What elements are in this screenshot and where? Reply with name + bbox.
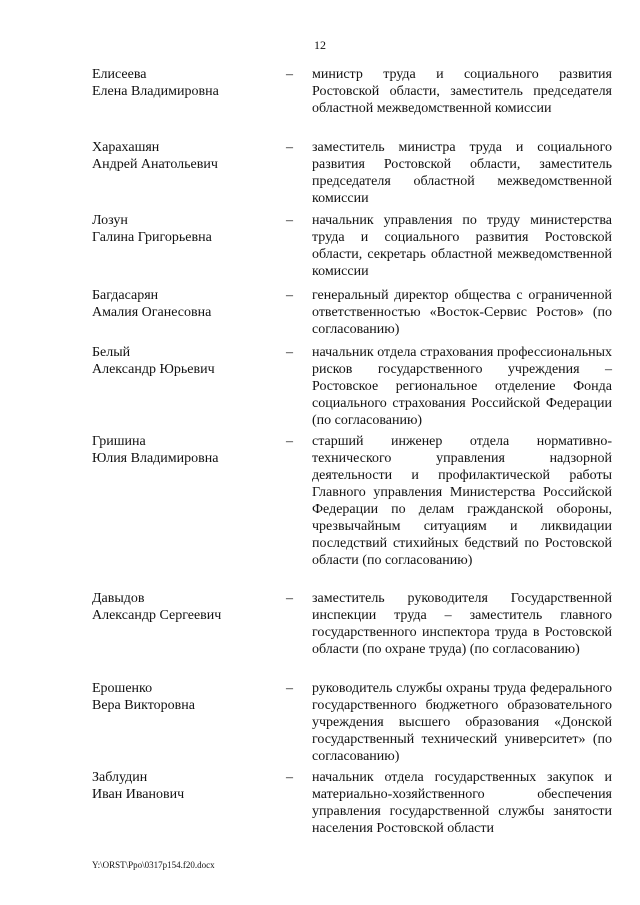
file-path-footer: Y:\ORST\Ppo\0317p154.f20.docx <box>92 860 215 870</box>
member-role: заместитель руководителя Государственной инспекции труда – заместитель главного государственного инспектора труда в Ростовской области (по охране труда) (по согласованию) <box>312 591 612 657</box>
member-surname: Лозун <box>92 213 128 228</box>
member-role: начальник отдела государственных закупок и материально-хозяйственного обеспечения управления государственной службы занятости населения Ростовской области <box>312 770 612 836</box>
member-given-name: Александр Сергеевич <box>92 608 222 623</box>
member-name <box>92 680 277 714</box>
member-name <box>92 287 277 321</box>
member-role: начальник отдела страхования профессиональных рисков государственного учреждения – Ростовское региональное отделение Фонда социального страхования Российской Федерации (по согласованию) <box>312 345 612 428</box>
dash-separator: – <box>286 770 293 785</box>
member-given-name: Елена Владимировна <box>92 84 219 99</box>
dash-separator: – <box>286 434 293 449</box>
member-surname: Елисеева <box>92 67 147 82</box>
dash-separator: – <box>286 345 293 360</box>
page-number: 12 <box>314 38 326 52</box>
member-name <box>92 433 277 467</box>
member-surname: Давыдов <box>92 591 145 606</box>
member-surname: Харахашян <box>92 140 160 155</box>
member-given-name: Вера Викторовна <box>92 698 195 713</box>
member-given-name: Амалия Оганесовна <box>92 305 212 320</box>
member-name <box>92 590 277 624</box>
member-name <box>92 66 277 100</box>
member-given-name: Юлия Владимировна <box>92 451 219 466</box>
dash-separator: – <box>286 288 293 303</box>
member-name <box>92 344 277 378</box>
member-surname: Заблудин <box>92 770 148 785</box>
member-given-name: Галина Григорьевна <box>92 230 212 245</box>
dash-separator: – <box>286 140 293 155</box>
member-surname: Ерошенко <box>92 681 153 696</box>
member-surname: Белый <box>92 345 131 360</box>
member-name <box>92 139 277 173</box>
member-given-name: Иван Иванович <box>92 787 185 802</box>
member-given-name: Александр Юрьевич <box>92 362 215 377</box>
member-role: начальник управления по труду министерства труда и социального развития Ростовской области, секретарь областной межведомственной комиссии <box>312 213 612 279</box>
dash-separator: – <box>286 681 293 696</box>
member-surname: Багдасарян <box>92 288 159 303</box>
member-given-name: Андрей Анатольевич <box>92 157 218 172</box>
member-surname: Гришина <box>92 434 146 449</box>
member-role: руководитель службы охраны труда федерального государственного бюджетного образовательного учреждения высшего образования «Донской государственный технический университет» (по согласованию) <box>312 681 612 764</box>
member-role: старший инженер отдела нормативно-технического управления надзорной деятельности и профилактической работы Главного управления Министерства Российской Федерации по делам гражданской обороны, чрезвычайным ситуациям и ликвидации последствий стихийных бедствий по Ростовской области (по согласованию) <box>312 434 612 568</box>
member-role: генеральный директор общества с ограниченной ответственностью «Восток-Сервис Ростов» (по согласованию) <box>312 288 612 337</box>
member-role: заместитель министра труда и социального развития Ростовской области, заместитель председателя областной межведомственной комиссии <box>312 140 612 206</box>
member-role: министр труда и социального развития Ростовской области, заместитель председателя областной межведомственной комиссии <box>312 67 612 116</box>
dash-separator: – <box>286 213 293 228</box>
member-name <box>92 769 277 803</box>
dash-separator: – <box>286 67 293 82</box>
dash-separator: – <box>286 591 293 606</box>
member-name <box>92 212 277 246</box>
